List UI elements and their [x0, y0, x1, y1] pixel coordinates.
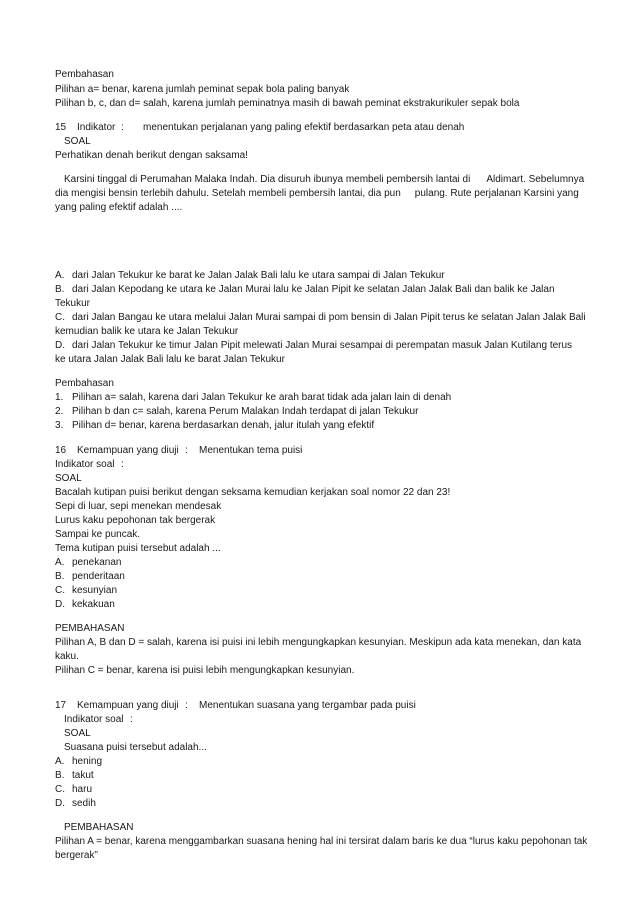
question-text: Suasana puisi tersebut adalah... — [64, 742, 207, 753]
option-d — [55, 339, 595, 352]
indicator-label: Indikator soal — [55, 459, 115, 470]
option-text: penderitaan — [72, 571, 125, 582]
explanation-line: bergerak” — [55, 850, 98, 861]
colon: : — [121, 459, 124, 470]
instruction: Bacalah kutipan puisi berikut dengan seksama kemudian kerjakan soal nomor 22 dan 23! — [55, 487, 451, 498]
option-c — [55, 311, 595, 324]
option-d-cont: ke utara Jalan Jalak Bali lalu ke barat Jalan Tekukur — [55, 354, 285, 365]
ability-text: Menentukan tema puisi — [199, 445, 303, 456]
option-text: dari Jalan Bangau ke utara melalui Jalan Murai sampai di pom bensin di Jalan Pipit terus ke selatan Jalan Jalak Bali — [72, 312, 586, 323]
story-line — [55, 187, 595, 200]
indicator-text: menentukan perjalanan yang paling efektif berdasarkan peta atau denah — [143, 122, 465, 133]
pembahasan-heading: PEMBAHASAN — [55, 623, 125, 634]
option-text: haru — [72, 784, 93, 795]
indicator-label: Indikator — [77, 122, 116, 133]
option-c — [55, 584, 595, 597]
pembahasan-heading: Pembahasan — [55, 378, 114, 389]
colon: : — [185, 700, 188, 711]
explanation-item — [55, 391, 595, 404]
pembahasan-heading: PEMBAHASAN — [64, 822, 134, 833]
option-letter: C. — [55, 585, 65, 596]
colon: : — [185, 445, 188, 456]
explanation-line: Pilihan A, B dan D = salah, karena isi puisi ini lebih mengungkapkan kesunyian. Meskipun ada kata menekan, dan kata — [55, 637, 582, 648]
explanation-text: Pilihan b dan c= salah, karena Perum Malakan Indah terdapat di jalan Tekukur — [72, 406, 419, 417]
option-b — [55, 283, 595, 296]
option-d — [55, 598, 595, 611]
indicator-line — [64, 713, 604, 726]
soal-label: SOAL — [64, 728, 91, 739]
story-text: dia mengisi bensin terlebih dahulu. Setelah membeli pembersih lantai, dia pun — [55, 188, 401, 199]
option-letter: A. — [55, 557, 65, 568]
option-letter: B. — [55, 571, 65, 582]
option-text: penekanan — [72, 557, 122, 568]
colon: : — [130, 714, 133, 725]
explanation-line: Pilihan C = benar, karena isi puisi lebih mengungkapkan kesunyian. — [55, 665, 355, 676]
option-text: kekakuan — [72, 599, 115, 610]
option-letter: D. — [55, 798, 65, 809]
question-number: 17 — [55, 700, 67, 711]
explanation-line: Pilihan A = benar, karena menggambarkan suasana hening hal ini tersirat dalam baris ke dua “lurus kaku pepohonan tak — [55, 836, 588, 847]
q17-ability — [55, 699, 595, 712]
option-letter: C. — [55, 312, 65, 323]
option-c — [55, 783, 595, 796]
pembahasan-line: Pilihan a= benar, karena jumlah peminat sepak bola paling banyak — [55, 84, 350, 95]
item-number: 3. — [55, 420, 64, 431]
soal-label: SOAL — [64, 136, 91, 147]
option-letter: C. — [55, 784, 65, 795]
pembahasan-heading: Pembahasan — [55, 69, 114, 80]
option-letter: B. — [55, 284, 65, 295]
option-a — [55, 755, 595, 768]
option-text: dari Jalan Kepodang ke utara ke Jalan Murai lalu ke Jalan Pipit ke selatan Jalan Jalak Bali dan balik ke Jalan — [72, 284, 555, 295]
item-number: 1. — [55, 392, 64, 403]
option-letter: A. — [55, 756, 65, 767]
soal-label: SOAL — [55, 473, 82, 484]
explanation-item — [55, 405, 595, 418]
story-line — [64, 173, 604, 186]
option-b — [55, 570, 595, 583]
item-number: 2. — [55, 406, 64, 417]
question-text: Tema kutipan puisi tersebut adalah ... — [55, 543, 221, 554]
explanation-text: Pilihan d= benar, karena berdasarkan denah, jalur itulah yang efektif — [72, 420, 375, 431]
story-text: pulang. Rute perjalanan Karsini yang — [414, 188, 579, 199]
option-text: sedih — [72, 798, 96, 809]
option-d — [55, 797, 595, 810]
indicator-line — [55, 458, 595, 471]
option-b — [55, 769, 595, 782]
story-text: Karsini tinggal di Perumahan Malaka Indah. Dia disuruh ibunya membeli pembersih lantai di — [64, 174, 471, 185]
story-line: yang paling efektif adalah .... — [55, 202, 183, 213]
option-text: dari Jalan Tekukur ke barat ke Jalan Jalak Bali lalu ke utara sampai di Jalan Tekukur — [72, 270, 445, 281]
option-b-cont: Tekukur — [55, 298, 91, 309]
question-number: 16 — [55, 445, 67, 456]
indicator-label: Indikator soal — [64, 714, 124, 725]
q15-indicator — [55, 121, 595, 134]
option-c-cont: kemudian balik ke utara ke Jalan Tekukur — [55, 326, 239, 337]
option-text: hening — [72, 756, 103, 767]
option-text: takut — [72, 770, 94, 781]
ability-label: Kemampuan yang diuji — [77, 445, 179, 456]
poem-line: Sampai ke puncak. — [55, 529, 141, 540]
explanation-item — [55, 419, 595, 432]
option-a — [55, 269, 595, 282]
poem-line: Lurus kaku pepohonan tak bergerak — [55, 515, 216, 526]
option-text: dari Jalan Tekukur ke timur Jalan Pipit melewati Jalan Murai sesampai di perempatan masuk Jalan Kutilang terus — [72, 340, 573, 351]
option-text: kesunyian — [72, 585, 118, 596]
option-letter: D. — [55, 340, 65, 351]
explanation-line: kaku. — [55, 651, 79, 662]
colon: : — [121, 122, 124, 133]
explanation-text: Pilihan a= salah, karena dari Jalan Tekukur ke arah barat tidak ada jalan lain di denah — [72, 392, 452, 403]
option-letter: D. — [55, 599, 65, 610]
poem-line: Sepi di luar, sepi menekan mendesak — [55, 501, 222, 512]
story-text: Aldimart. Sebelumnya — [486, 174, 585, 185]
q16-ability — [55, 444, 595, 457]
option-a — [55, 556, 595, 569]
pembahasan-line: Pilihan b, c, dan d= salah, karena jumlah peminatnya masih di bawah peminat ekstrakurikuler sepak bola — [55, 98, 520, 109]
option-letter: B. — [55, 770, 65, 781]
ability-label: Kemampuan yang diuji — [77, 700, 179, 711]
question-number: 15 — [55, 122, 67, 133]
ability-text: Menentukan suasana yang tergambar pada puisi — [199, 700, 416, 711]
instruction: Perhatikan denah berikut dengan saksama! — [55, 150, 248, 161]
option-letter: A. — [55, 270, 65, 281]
